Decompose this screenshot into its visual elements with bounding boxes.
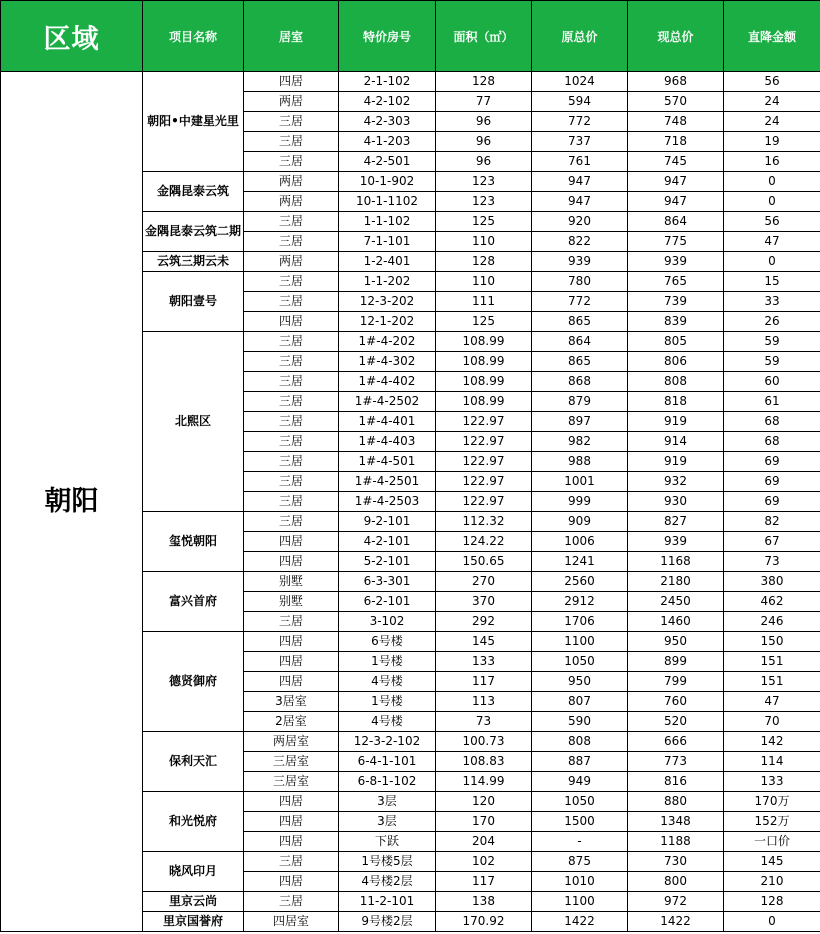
current-price-cell: 947 — [628, 192, 724, 212]
area-cell: 114.99 — [436, 772, 532, 792]
unit-cell: 6号楼 — [339, 632, 436, 652]
project-name-cell: 里京国誉府 — [143, 912, 244, 932]
discount-cell: 19 — [724, 132, 820, 152]
table-row — [1, 72, 820, 92]
area-cell: 138 — [436, 892, 532, 912]
unit-cell: 1#-4-202 — [339, 332, 436, 352]
unit-cell: 12-1-202 — [339, 312, 436, 332]
original-price-cell: 988 — [532, 452, 628, 472]
area-cell: 145 — [436, 632, 532, 652]
layout-cell: 三居 — [244, 852, 339, 872]
original-price-cell: 737 — [532, 132, 628, 152]
current-price-cell: 919 — [628, 412, 724, 432]
original-price-cell: 950 — [532, 672, 628, 692]
table-body — [1, 72, 820, 932]
layout-cell: 三居 — [244, 432, 339, 452]
layout-cell: 两居室 — [244, 732, 339, 752]
discount-cell: 56 — [724, 212, 820, 232]
area-cell: 96 — [436, 132, 532, 152]
original-price-cell: 982 — [532, 432, 628, 452]
layout-cell: 两居 — [244, 172, 339, 192]
current-price-cell: 1348 — [628, 812, 724, 832]
discount-cell: 15 — [724, 272, 820, 292]
discount-cell: 69 — [724, 452, 820, 472]
layout-cell: 三居 — [244, 492, 339, 512]
area-cell: 110 — [436, 272, 532, 292]
discount-cell: 142 — [724, 732, 820, 752]
unit-cell: 1-1-102 — [339, 212, 436, 232]
unit-cell: 1#-4-2502 — [339, 392, 436, 412]
area-cell: 124.22 — [436, 532, 532, 552]
project-name-cell: 保利天汇 — [143, 732, 244, 792]
unit-cell: 1号楼5层 — [339, 852, 436, 872]
area-cell: 122.97 — [436, 412, 532, 432]
current-price-cell: 864 — [628, 212, 724, 232]
unit-cell: 11-2-101 — [339, 892, 436, 912]
area-cell: 128 — [436, 72, 532, 92]
discount-cell: 128 — [724, 892, 820, 912]
original-price-cell: 1422 — [532, 912, 628, 932]
unit-cell: 9号楼2层 — [339, 912, 436, 932]
area-cell: 370 — [436, 592, 532, 612]
discount-cell: 69 — [724, 472, 820, 492]
area-cell: 117 — [436, 872, 532, 892]
header-project: 项目名称 — [143, 1, 244, 72]
unit-cell: 9-2-101 — [339, 512, 436, 532]
discount-cell: 61 — [724, 392, 820, 412]
original-price-cell: 2560 — [532, 572, 628, 592]
area-cell: 77 — [436, 92, 532, 112]
header-unit: 特价房号 — [339, 1, 436, 72]
discount-cell: 26 — [724, 312, 820, 332]
discount-cell: 一口价 — [724, 832, 820, 852]
discount-cell: 47 — [724, 692, 820, 712]
original-price-cell: 897 — [532, 412, 628, 432]
original-price-cell: 887 — [532, 752, 628, 772]
area-cell: 111 — [436, 292, 532, 312]
area-cell: 123 — [436, 192, 532, 212]
project-name-cell: 北熙区 — [143, 332, 244, 512]
layout-cell: 三居 — [244, 132, 339, 152]
discount-cell: 24 — [724, 112, 820, 132]
current-price-cell: 1188 — [628, 832, 724, 852]
layout-cell: 四居 — [244, 652, 339, 672]
area-cell: 122.97 — [436, 492, 532, 512]
unit-cell: 4-2-102 — [339, 92, 436, 112]
header-current-price: 现总价 — [628, 1, 724, 72]
area-cell: 108.99 — [436, 352, 532, 372]
original-price-cell: 999 — [532, 492, 628, 512]
current-price-cell: 930 — [628, 492, 724, 512]
original-price-cell: 1050 — [532, 792, 628, 812]
original-price-cell: 590 — [532, 712, 628, 732]
unit-cell: 3层 — [339, 812, 436, 832]
unit-cell: 6-4-1-101 — [339, 752, 436, 772]
current-price-cell: 2450 — [628, 592, 724, 612]
discount-cell: 0 — [724, 172, 820, 192]
unit-cell: 4-2-501 — [339, 152, 436, 172]
current-price-cell: 666 — [628, 732, 724, 752]
discount-cell: 133 — [724, 772, 820, 792]
unit-cell: 下跃 — [339, 832, 436, 852]
current-price-cell: 899 — [628, 652, 724, 672]
current-price-cell: 799 — [628, 672, 724, 692]
area-cell: 125 — [436, 312, 532, 332]
unit-cell: 3层 — [339, 792, 436, 812]
layout-cell: 两居 — [244, 252, 339, 272]
current-price-cell: 718 — [628, 132, 724, 152]
discount-cell: 0 — [724, 252, 820, 272]
area-cell: 123 — [436, 172, 532, 192]
discount-cell: 47 — [724, 232, 820, 252]
current-price-cell: 1460 — [628, 612, 724, 632]
layout-cell: 2居室 — [244, 712, 339, 732]
layout-cell: 三居 — [244, 272, 339, 292]
region-cell: 朝阳 — [1, 72, 143, 932]
unit-cell: 1#-4-403 — [339, 432, 436, 452]
project-name-cell: 玺悦朝阳 — [143, 512, 244, 572]
discount-cell: 70 — [724, 712, 820, 732]
discount-cell: 462 — [724, 592, 820, 612]
layout-cell: 3居室 — [244, 692, 339, 712]
current-price-cell: 773 — [628, 752, 724, 772]
current-price-cell: 808 — [628, 372, 724, 392]
unit-cell: 2-1-102 — [339, 72, 436, 92]
unit-cell: 10-1-902 — [339, 172, 436, 192]
area-cell: 150.65 — [436, 552, 532, 572]
discount-cell: 59 — [724, 332, 820, 352]
unit-cell: 3-102 — [339, 612, 436, 632]
header-original-price: 原总价 — [532, 1, 628, 72]
layout-cell: 四居 — [244, 792, 339, 812]
layout-cell: 三居 — [244, 612, 339, 632]
area-cell: 117 — [436, 672, 532, 692]
unit-cell: 4-2-101 — [339, 532, 436, 552]
unit-cell: 1#-4-402 — [339, 372, 436, 392]
original-price-cell: 1024 — [532, 72, 628, 92]
discount-cell: 145 — [724, 852, 820, 872]
current-price-cell: 775 — [628, 232, 724, 252]
current-price-cell: 765 — [628, 272, 724, 292]
original-price-cell: 1010 — [532, 872, 628, 892]
unit-cell: 6-2-101 — [339, 592, 436, 612]
layout-cell: 三居 — [244, 332, 339, 352]
discount-cell: 73 — [724, 552, 820, 572]
area-cell: 96 — [436, 112, 532, 132]
project-name-cell: 金隅昆泰云筑二期 — [143, 212, 244, 252]
area-cell: 112.32 — [436, 512, 532, 532]
header-discount: 直降金额 — [724, 1, 820, 72]
area-cell: 102 — [436, 852, 532, 872]
unit-cell: 12-3-2-102 — [339, 732, 436, 752]
original-price-cell: 864 — [532, 332, 628, 352]
project-name-cell: 朝阳壹号 — [143, 272, 244, 332]
layout-cell: 四居 — [244, 812, 339, 832]
current-price-cell: 1422 — [628, 912, 724, 932]
unit-cell: 4号楼2层 — [339, 872, 436, 892]
unit-cell: 1#-4-501 — [339, 452, 436, 472]
project-name-cell: 里京云尚 — [143, 892, 244, 912]
layout-cell: 四居 — [244, 832, 339, 852]
layout-cell: 四居 — [244, 72, 339, 92]
project-name-cell: 晓风印月 — [143, 852, 244, 892]
unit-cell: 4-2-303 — [339, 112, 436, 132]
unit-cell: 1#-4-302 — [339, 352, 436, 372]
original-price-cell: 780 — [532, 272, 628, 292]
discount-cell: 114 — [724, 752, 820, 772]
unit-cell: 4号楼 — [339, 672, 436, 692]
header-layout: 居室 — [244, 1, 339, 72]
area-cell: 108.99 — [436, 392, 532, 412]
original-price-cell: 594 — [532, 92, 628, 112]
current-price-cell: 730 — [628, 852, 724, 872]
original-price-cell: 875 — [532, 852, 628, 872]
original-price-cell: 772 — [532, 112, 628, 132]
unit-cell: 1-1-202 — [339, 272, 436, 292]
area-cell: 122.97 — [436, 472, 532, 492]
area-cell: 108.99 — [436, 372, 532, 392]
original-price-cell: 947 — [532, 192, 628, 212]
area-cell: 108.83 — [436, 752, 532, 772]
current-price-cell: 520 — [628, 712, 724, 732]
project-name-cell: 朝阳•中建星光里 — [143, 72, 244, 172]
unit-cell: 7-1-101 — [339, 232, 436, 252]
current-price-cell: 745 — [628, 152, 724, 172]
current-price-cell: 827 — [628, 512, 724, 532]
layout-cell: 三居 — [244, 472, 339, 492]
area-cell: 108.99 — [436, 332, 532, 352]
layout-cell: 三居 — [244, 152, 339, 172]
current-price-cell: 570 — [628, 92, 724, 112]
current-price-cell: 950 — [628, 632, 724, 652]
unit-cell: 1号楼 — [339, 652, 436, 672]
layout-cell: 三居室 — [244, 772, 339, 792]
unit-cell: 1号楼 — [339, 692, 436, 712]
original-price-cell: 2912 — [532, 592, 628, 612]
layout-cell: 三居 — [244, 512, 339, 532]
original-price-cell: - — [532, 832, 628, 852]
layout-cell: 三居 — [244, 892, 339, 912]
current-price-cell: 2180 — [628, 572, 724, 592]
discount-cell: 0 — [724, 192, 820, 212]
current-price-cell: 968 — [628, 72, 724, 92]
area-cell: 128 — [436, 252, 532, 272]
current-price-cell: 805 — [628, 332, 724, 352]
area-cell: 100.73 — [436, 732, 532, 752]
layout-cell: 两居 — [244, 192, 339, 212]
original-price-cell: 939 — [532, 252, 628, 272]
discount-cell: 68 — [724, 412, 820, 432]
discount-cell: 150 — [724, 632, 820, 652]
layout-cell: 四居 — [244, 632, 339, 652]
unit-cell: 1-2-401 — [339, 252, 436, 272]
project-name-cell: 富兴首府 — [143, 572, 244, 632]
original-price-cell: 947 — [532, 172, 628, 192]
header-row — [1, 1, 820, 72]
layout-cell: 两居 — [244, 92, 339, 112]
project-name-cell: 云筑三期云未 — [143, 252, 244, 272]
current-price-cell: 932 — [628, 472, 724, 492]
original-price-cell: 1241 — [532, 552, 628, 572]
unit-cell: 1#-4-2503 — [339, 492, 436, 512]
original-price-cell: 822 — [532, 232, 628, 252]
discount-cell: 33 — [724, 292, 820, 312]
area-cell: 120 — [436, 792, 532, 812]
current-price-cell: 748 — [628, 112, 724, 132]
area-cell: 133 — [436, 652, 532, 672]
area-cell: 170 — [436, 812, 532, 832]
layout-cell: 三居 — [244, 232, 339, 252]
area-cell: 170.92 — [436, 912, 532, 932]
layout-cell: 四居 — [244, 872, 339, 892]
current-price-cell: 972 — [628, 892, 724, 912]
unit-cell: 10-1-1102 — [339, 192, 436, 212]
original-price-cell: 1001 — [532, 472, 628, 492]
layout-cell: 别墅 — [244, 572, 339, 592]
layout-cell: 四居 — [244, 312, 339, 332]
current-price-cell: 1168 — [628, 552, 724, 572]
unit-cell: 1#-4-2501 — [339, 472, 436, 492]
project-name-cell: 德贤御府 — [143, 632, 244, 732]
original-price-cell: 920 — [532, 212, 628, 232]
discount-cell: 56 — [724, 72, 820, 92]
discount-cell: 210 — [724, 872, 820, 892]
discount-cell: 151 — [724, 652, 820, 672]
original-price-cell: 1706 — [532, 612, 628, 632]
original-price-cell: 909 — [532, 512, 628, 532]
original-price-cell: 1100 — [532, 892, 628, 912]
layout-cell: 三居室 — [244, 752, 339, 772]
project-name-cell: 和光悦府 — [143, 792, 244, 852]
discount-cell: 16 — [724, 152, 820, 172]
current-price-cell: 914 — [628, 432, 724, 452]
current-price-cell: 839 — [628, 312, 724, 332]
discount-cell: 0 — [724, 912, 820, 932]
area-cell: 110 — [436, 232, 532, 252]
discount-cell: 170万 — [724, 792, 820, 812]
discount-cell: 68 — [724, 432, 820, 452]
unit-cell: 4-1-203 — [339, 132, 436, 152]
original-price-cell: 865 — [532, 312, 628, 332]
area-cell: 96 — [436, 152, 532, 172]
project-name-cell: 金隅昆泰云筑 — [143, 172, 244, 212]
layout-cell: 四居 — [244, 532, 339, 552]
layout-cell: 四居 — [244, 672, 339, 692]
unit-cell: 12-3-202 — [339, 292, 436, 312]
original-price-cell: 879 — [532, 392, 628, 412]
discount-cell: 60 — [724, 372, 820, 392]
unit-cell: 6-3-301 — [339, 572, 436, 592]
original-price-cell: 949 — [532, 772, 628, 792]
layout-cell: 四居 — [244, 552, 339, 572]
original-price-cell: 1500 — [532, 812, 628, 832]
unit-cell: 5-2-101 — [339, 552, 436, 572]
original-price-cell: 808 — [532, 732, 628, 752]
original-price-cell: 865 — [532, 352, 628, 372]
area-cell: 270 — [436, 572, 532, 592]
current-price-cell: 760 — [628, 692, 724, 712]
area-cell: 122.97 — [436, 452, 532, 472]
original-price-cell: 1050 — [532, 652, 628, 672]
discount-cell: 246 — [724, 612, 820, 632]
area-cell: 113 — [436, 692, 532, 712]
current-price-cell: 818 — [628, 392, 724, 412]
header-area: 面积（㎡） — [436, 1, 532, 72]
original-price-cell: 761 — [532, 152, 628, 172]
current-price-cell: 939 — [628, 532, 724, 552]
area-cell: 125 — [436, 212, 532, 232]
current-price-cell: 739 — [628, 292, 724, 312]
current-price-cell: 880 — [628, 792, 724, 812]
discount-cell: 82 — [724, 512, 820, 532]
original-price-cell: 1100 — [532, 632, 628, 652]
discount-cell: 67 — [724, 532, 820, 552]
header-region: 区域 — [1, 1, 143, 72]
original-price-cell: 1006 — [532, 532, 628, 552]
discount-cell: 152万 — [724, 812, 820, 832]
original-price-cell: 807 — [532, 692, 628, 712]
layout-cell: 三居 — [244, 352, 339, 372]
current-price-cell: 939 — [628, 252, 724, 272]
area-cell: 292 — [436, 612, 532, 632]
layout-cell: 三居 — [244, 412, 339, 432]
layout-cell: 三居 — [244, 212, 339, 232]
unit-cell: 6-8-1-102 — [339, 772, 436, 792]
layout-cell: 四居室 — [244, 912, 339, 932]
area-cell: 122.97 — [436, 432, 532, 452]
original-price-cell: 772 — [532, 292, 628, 312]
discount-cell: 69 — [724, 492, 820, 512]
discount-cell: 59 — [724, 352, 820, 372]
current-price-cell: 919 — [628, 452, 724, 472]
current-price-cell: 806 — [628, 352, 724, 372]
area-cell: 73 — [436, 712, 532, 732]
current-price-cell: 800 — [628, 872, 724, 892]
layout-cell: 三居 — [244, 292, 339, 312]
layout-cell: 别墅 — [244, 592, 339, 612]
current-price-cell: 947 — [628, 172, 724, 192]
layout-cell: 三居 — [244, 372, 339, 392]
discount-cell: 151 — [724, 672, 820, 692]
area-cell: 204 — [436, 832, 532, 852]
layout-cell: 三居 — [244, 452, 339, 472]
unit-cell: 1#-4-401 — [339, 412, 436, 432]
original-price-cell: 868 — [532, 372, 628, 392]
discount-cell: 380 — [724, 572, 820, 592]
layout-cell: 三居 — [244, 112, 339, 132]
unit-cell: 4号楼 — [339, 712, 436, 732]
current-price-cell: 816 — [628, 772, 724, 792]
discount-cell: 24 — [724, 92, 820, 112]
layout-cell: 三居 — [244, 392, 339, 412]
